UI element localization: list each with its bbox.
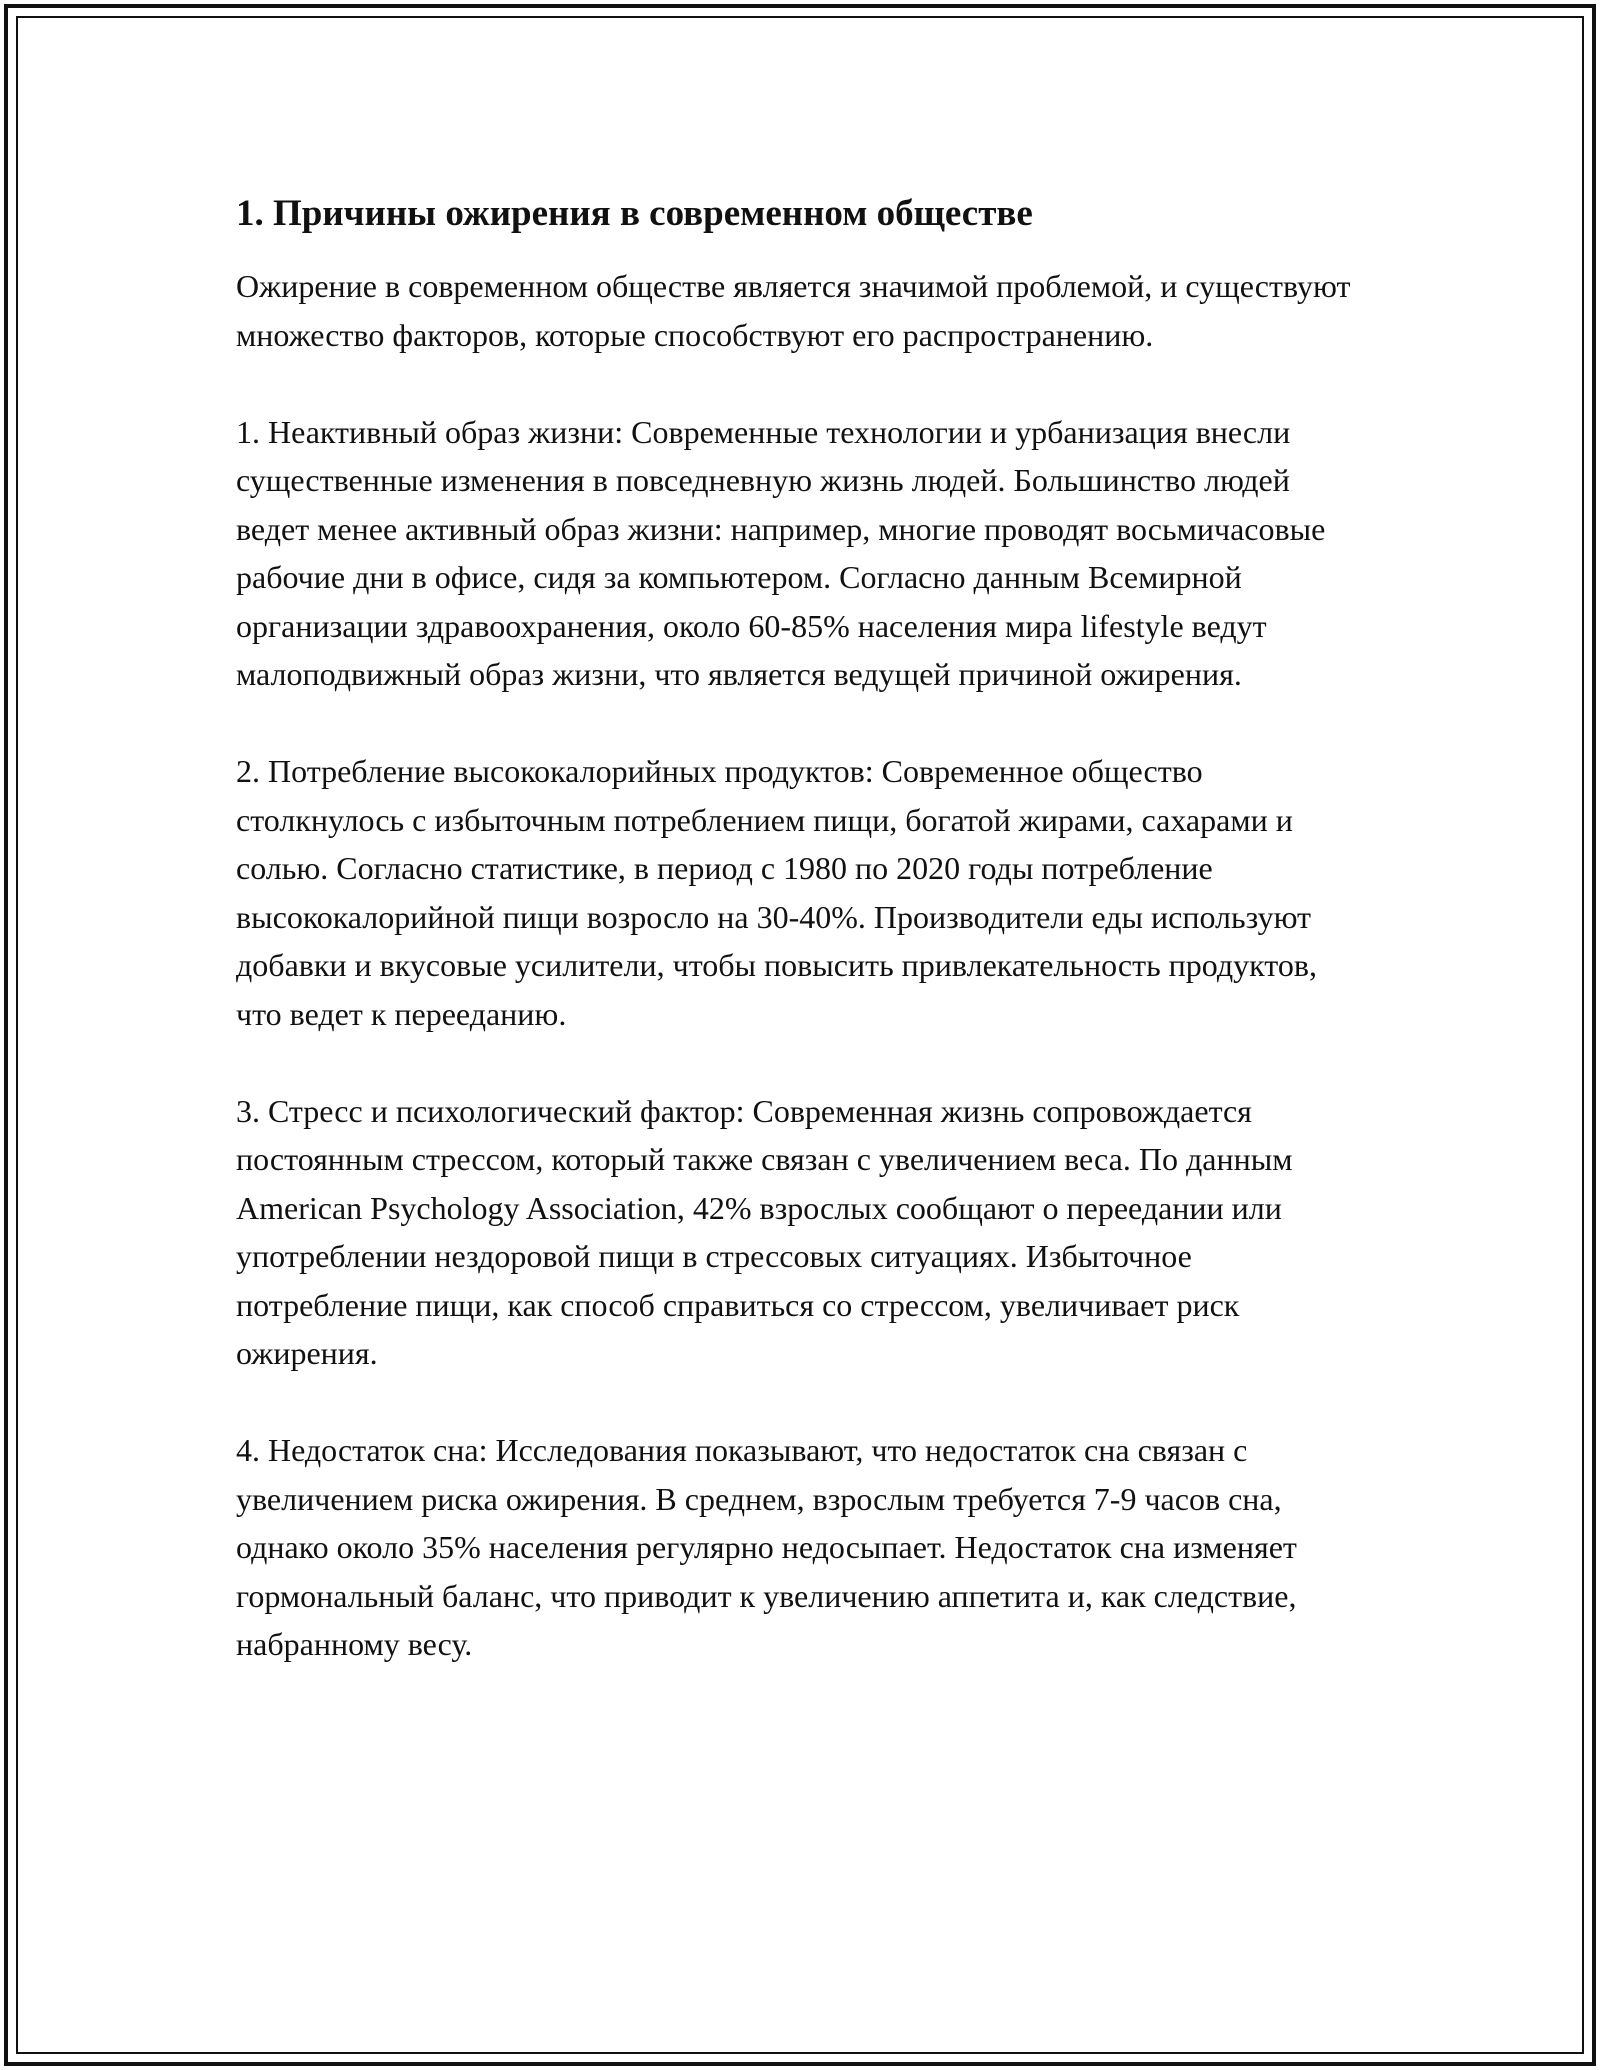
paragraph-high-calorie-food: 2. Потребление высококалорийных продуктов: Современное общество столкнулось с избыточным потреблением пищи, богатой жирами, сахарами и солью. Согласно статистике, в период с 1980 по 2020 годы потребление высококалорийной пищи возросло на 30-40%. Производители еды используют добавки и вкусовые усилители, чтобы повысить привлекательность продуктов, что ведет к перееданию. [236,753,1317,1032]
paragraph-stress: 3. Стресс и психологический фактор: Современная жизнь сопровождается постоянным стрессом, который также связан с увеличением веса. По данным American Psychology Association, 42% взрослых сообщают о переедании или употреблении нездоровой пищи в стрессовых ситуациях. Избыточное потребление пищи, как способ справиться со стрессом, увеличивает риск ожирения. [236,1092,1293,1371]
paragraph-sleep-deficit: 4. Недостаток сна: Исследования показывают, что недостаток сна связан с увеличением риска ожирения. В среднем, взрослым требуется 7-9 часов сна, однако около 35% населения регулярно недосыпает. Недостаток сна изменяет гормональный баланс, что приводит к увеличению аппетита и, как следствие, набранному весу. [236,1432,1297,1662]
paragraph-inactive-lifestyle: 1. Неактивный образ жизни: Современные технологии и урбанизация внесли существенные изменения в повседневную жизнь людей. Большинство людей ведет менее активный образ жизни: например, многие проводят восьмичасовые рабочие дни в офисе, сидя за компьютером. Согласно данным Всемирной организации здравоохранения, около 60-85% населения мира lifestyle ведут малоподвижный образ жизни, что является ведущей причиной ожирения. [236,413,1326,692]
intro-paragraph: Ожирение в современном обществе является значимой проблемой, и существуют множество факторов, которые способствуют его распространению. [236,268,1351,353]
section-title: 1. Причины ожирения в современном обществе [236,193,1033,234]
document-body [236,190,1364,1717]
